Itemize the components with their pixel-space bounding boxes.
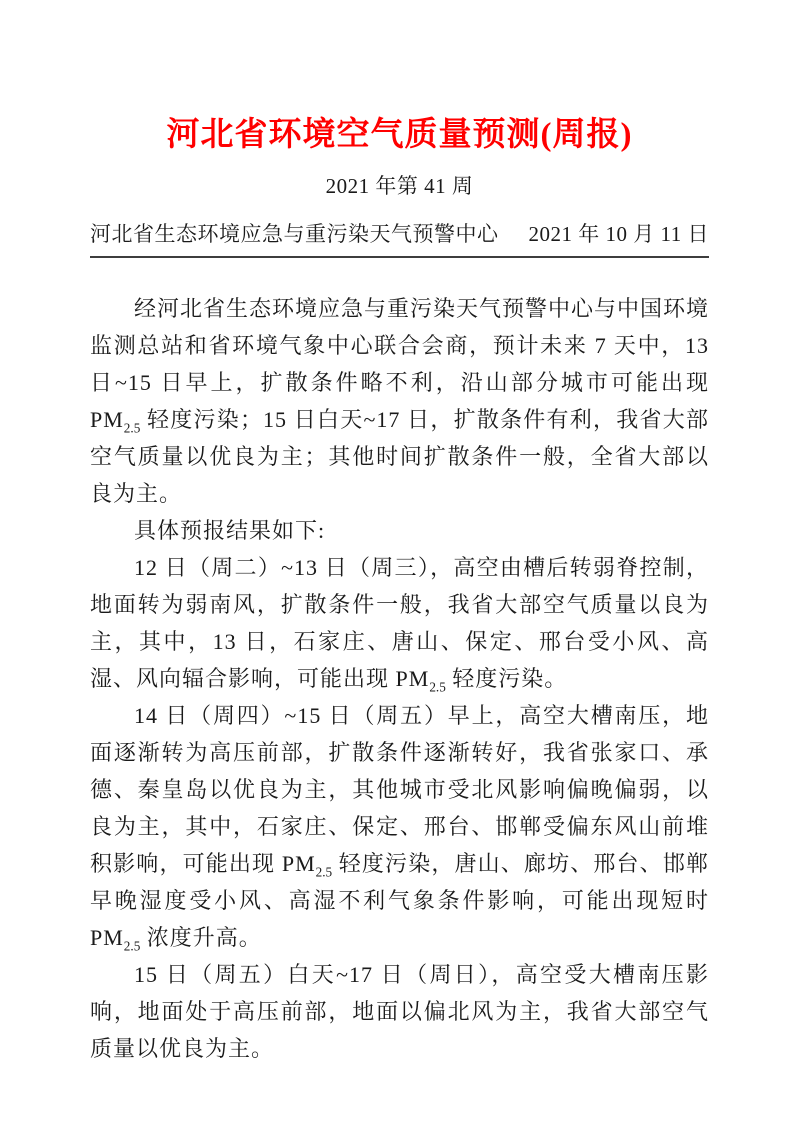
document-body [90,290,709,1067]
paragraph-forecast-day14-15: 14 日（周四）~15 日（周五）早上，高空大槽南压，地面逐渐转为高压前部，扩散条件逐渐转好，我省张家口、承德、秦皇岛以优良为主，其他城市受北风影响偏晚偏弱，以良为主，其中，石家庄、保定、邢台、邯郸受偏东风山前堆积影响，可能出现 $PM_{2.5}$ 轻度污染，唐山、廊坊、邢台、邯郸早晚湿度受小风、高湿不利气象条件影响，可能出现短时 $PM_{2.5}$ 浓度升高。 [90,703,709,954]
paragraph-forecast-intro: 具体预报结果如下: [134,518,326,543]
document-title: 河北省环境空气质量预测(周报) [166,117,633,153]
header-divider [90,256,709,258]
paragraph-forecast-day15-17: 15 日（周五）白天~17 日（周日），高空受大槽南压影响，地面处于高压前部，地面以偏北风为主，我省大部空气质量以优良为主。 [90,962,709,1061]
org-date-line [90,220,709,248]
organization-name: 河北省生态环境应急与重污染天气预警中心 [90,222,499,246]
document-header [90,112,709,258]
paragraph-forecast-day12-13: 12 日（周二）~13 日（周三），高空由槽后转弱脊控制，地面转为弱南风，扩散条件一般，我省大部空气质量以良为主，其中，13 日，石家庄、唐山、保定、邢台受小风、高湿、风向辐合影响，可能出现 $PM_{2.5}$ 轻度污染。 [90,555,709,695]
week-label: 2021 年第 41 周 [325,174,474,198]
report-date: 2021 年 10 月 11 日 [528,222,709,246]
paragraph-forecast-summary: 经河北省生态环境应急与重污染天气预警中心与中国环境监测总站和省环境气象中心联合会商，预计未来 7 天中，13 日~15 日早上，扩散条件略不利，沿山部分城市可能出现 $PM_{2.5}$ 轻度污染；15 日白天~17 日，扩散条件有利，我省大部空气质量以优良为主；其他时间扩散条件一般，全省大部以良为主。 [90,296,710,506]
